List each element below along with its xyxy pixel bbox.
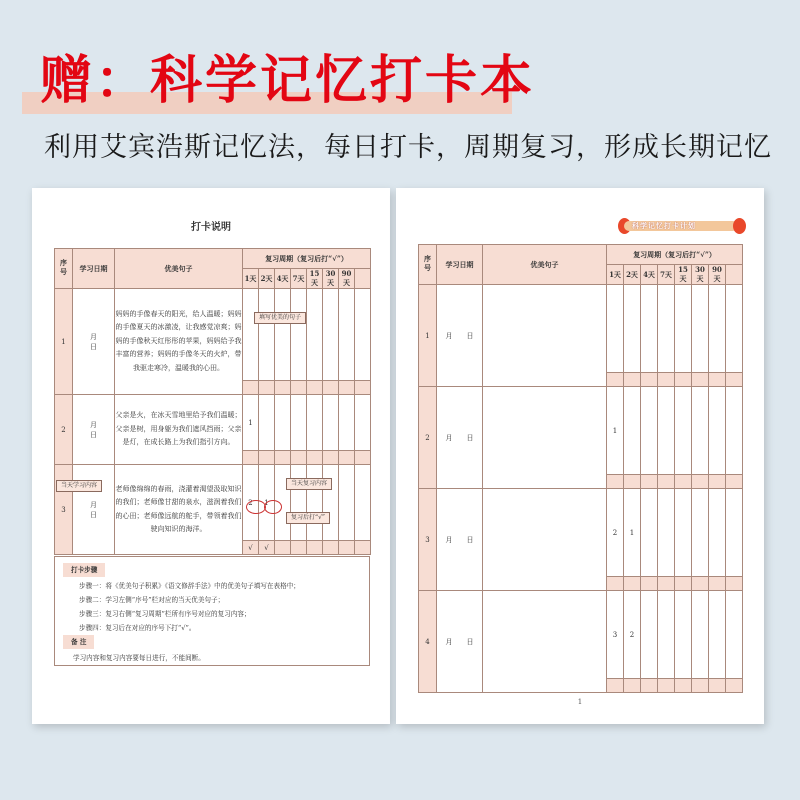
header-day: 2天 <box>259 269 275 289</box>
step-item: 步骤三：复习右侧“复习周期”栏所有序号对应的复习内容； <box>79 610 251 618</box>
header-day: 4天 <box>275 269 291 289</box>
review-cell[interactable]: 3 <box>607 591 624 679</box>
remark-heading: 备 注 <box>63 635 94 649</box>
row-date: 月日 <box>73 289 115 395</box>
header-sentence: 优美句子 <box>115 249 243 289</box>
right-page-template <box>396 188 764 724</box>
row-date: 月 日 <box>437 387 483 489</box>
header-day: 90天 <box>339 269 355 289</box>
header-day: 2天 <box>624 265 641 285</box>
header-date: 学习日期 <box>73 249 115 289</box>
step-item: 步骤一：将《优美句子积累》《语文修辞手法》中的优美句子填写在表格中； <box>79 582 300 590</box>
review-cell[interactable] <box>624 285 641 373</box>
header-day: 7天 <box>291 269 307 289</box>
header-seq: 序号 <box>419 245 437 285</box>
header-sentence: 优美句子 <box>483 245 607 285</box>
row-seq: 2 <box>419 387 437 489</box>
row-seq: 1 <box>419 285 437 387</box>
review-value: 1 <box>259 465 275 541</box>
page-title: 赠：科学记忆打卡本 <box>40 51 536 111</box>
row-seq: 2 <box>55 395 73 465</box>
row-seq: 1 <box>55 289 73 395</box>
circle-highlight <box>246 500 266 514</box>
header-day: 7天 <box>658 265 675 285</box>
review-cell[interactable]: 1 <box>624 489 641 577</box>
left-page-instructions <box>32 188 390 724</box>
step-item: 步骤二：学习左侧“序号”栏对应的当天优美句子； <box>79 596 225 604</box>
row-sentence: 老师像绵绵的春雨，浇灌着渴望汲取知识的我们；老师像甘甜的泉水，滋润着我们的心田；老师像远航的舵手，带领着我们驶向知识的海洋。 <box>115 465 243 555</box>
header-day: 15天 <box>675 265 692 285</box>
header-seq: 序号 <box>55 249 73 289</box>
sentence-cell[interactable] <box>483 489 607 591</box>
row-date: 月 日 <box>437 285 483 387</box>
tag-fill-sentence: 填写优美的句子 <box>254 312 306 324</box>
header-review: 复习周期（复习后打“√”） <box>243 249 371 269</box>
circle-highlight <box>264 500 282 514</box>
instructions-notes <box>54 556 370 666</box>
row-date: 月日 <box>73 465 115 555</box>
row-date: 月 日 <box>437 489 483 591</box>
review-cell[interactable]: 2 <box>607 489 624 577</box>
instructions-title: 打卡说明 <box>191 222 231 233</box>
review-cell[interactable]: 2 <box>624 591 641 679</box>
review-cell[interactable]: 1 <box>607 387 624 475</box>
row-sentence: 父亲是火，在冰天雪地里给予我们温暖；父亲是树，用身躯为我们遮风挡雨；父亲是灯，在成长路上为我们指引方向。 <box>115 395 243 465</box>
sentence-cell[interactable] <box>483 285 607 387</box>
header-day: 30天 <box>692 265 709 285</box>
page-number: 1 <box>577 698 583 706</box>
row-seq: 4 <box>419 591 437 693</box>
steps-heading: 打卡步骤 <box>63 563 105 577</box>
header-review: 复习周期（复习后打“√”） <box>607 245 743 265</box>
header-date: 学习日期 <box>437 245 483 285</box>
tag-after-review: 复习后打“√” <box>286 512 330 524</box>
tracking-table <box>418 244 743 693</box>
header-day: 90天 <box>709 265 726 285</box>
tag-today-content: 当天学习内容 <box>56 480 102 492</box>
review-value: 2 <box>243 465 259 541</box>
page-subtitle: 利用艾宾浩斯记忆法，每日打卡，周期复习，形成长期记忆 <box>44 132 772 163</box>
review-check: √ <box>259 541 275 555</box>
header-day: 1天 <box>243 269 259 289</box>
step-item: 步骤四：复习后在对应的序号下打“√”。 <box>79 624 196 632</box>
review-check: √ <box>243 541 259 555</box>
row-seq: 3 <box>55 465 73 555</box>
header-day: 15天 <box>307 269 323 289</box>
plan-banner <box>618 218 746 234</box>
header-day: 1天 <box>607 265 624 285</box>
review-cell[interactable] <box>624 387 641 475</box>
sentence-cell[interactable] <box>483 387 607 489</box>
instructions-table <box>54 248 371 555</box>
remark-text: 学习内容和复习内容要每日进行，不能间断。 <box>73 654 205 662</box>
header-day: 4天 <box>641 265 658 285</box>
tag-today-review: 当天复习内容 <box>286 478 332 490</box>
banner-dot <box>733 218 746 234</box>
header-day: 30天 <box>323 269 339 289</box>
banner-text: 科学记忆打卡计划 <box>632 221 696 230</box>
row-seq: 3 <box>419 489 437 591</box>
review-cell[interactable] <box>607 285 624 373</box>
row-date: 月 日 <box>437 591 483 693</box>
row-date: 月日 <box>73 395 115 465</box>
sentence-cell[interactable] <box>483 591 607 693</box>
review-value: 1 <box>243 395 259 451</box>
row-sentence: 妈妈的手像春天的阳光，给人温暖；妈妈的手像夏天的冰激凌，让我感觉凉爽；妈妈的手像秋天红彤彤的苹果，妈妈给予我丰富的营养；妈妈的手像冬天的火炉，带我驱走寒冷，温暖我的心田。 <box>115 289 243 395</box>
